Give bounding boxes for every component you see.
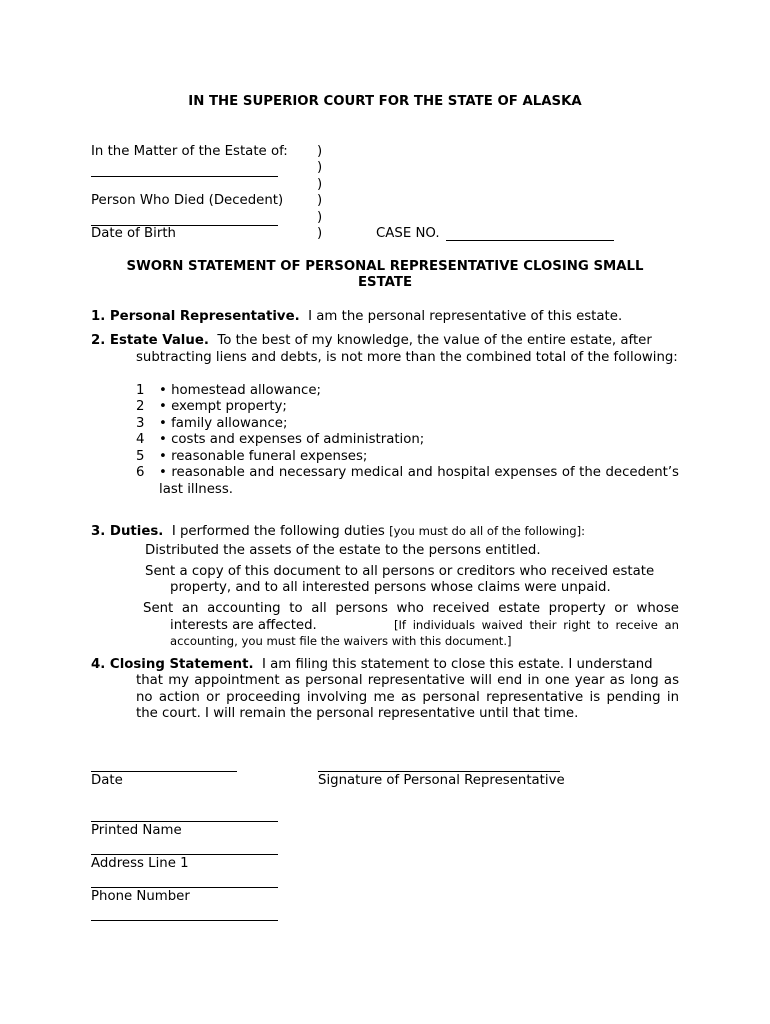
section1-text: I am the personal representative of this estate. <box>308 309 623 324</box>
case-no-line <box>446 240 614 241</box>
document-title-line1: SWORN STATEMENT OF PERSONAL REPRESENTATIVE CLOSING SMALL <box>126 259 644 274</box>
list-item-text: • family allowance; <box>159 416 288 431</box>
address-label: Address Line 1 <box>91 856 189 871</box>
matter-label: In the Matter of the Estate of: <box>91 144 288 159</box>
case-no-label: CASE NO. <box>376 226 440 241</box>
date-line <box>91 771 237 772</box>
duty-accounting-line2 <box>170 617 679 635</box>
list-item-number: 1 <box>136 383 145 398</box>
section4-first-line <box>91 657 679 674</box>
section3-text: I performed the following duties <box>171 524 385 539</box>
section4-heading: 4. Closing Statement. <box>91 657 254 672</box>
phone-entry-line <box>91 920 278 921</box>
section3-note: [you must do all of the following]: <box>389 524 585 538</box>
decedent-label: Person Who Died (Decedent) <box>91 193 284 208</box>
signature-label: Signature of Personal Representative <box>318 773 565 788</box>
section-personal-representative <box>91 309 622 326</box>
document-title-line2: ESTATE <box>357 275 413 290</box>
caption-paren-2: ) <box>317 160 323 175</box>
section2-heading: 2. Estate Value. <box>91 333 209 348</box>
phone-line <box>91 887 278 888</box>
list-item-number: 2 <box>136 399 145 414</box>
decedent-name-line <box>91 176 278 177</box>
date-label: Date <box>91 773 123 788</box>
duty-accounting-affected: interests are affected. <box>170 618 317 633</box>
duty-sent-copy-line1: Sent a copy of this document to all persons or creditors who received estate <box>145 564 655 579</box>
duty-accounting-note2: accounting, you must file the waivers with this document.] <box>170 634 512 648</box>
list-item-text: • homestead allowance; <box>159 383 321 398</box>
caption-paren-3: ) <box>317 177 323 192</box>
section2-first-line <box>91 333 679 350</box>
section1-heading: 1. Personal Representative. <box>91 309 300 324</box>
phone-label: Phone Number <box>91 889 190 904</box>
duty-accounting-line1: Sent an accounting to all persons who received estate property or whose <box>143 601 679 616</box>
section-duties <box>91 523 585 541</box>
duty-sent-copy-line2: property, and to all interested persons whose claims were unpaid. <box>170 580 611 595</box>
list-item-text: • reasonable and necessary medical and hospital expenses of the decedent’s last illness. <box>159 465 679 497</box>
signature-line <box>318 771 560 772</box>
duty-accounting-note1: [If individuals waived their right to receive an <box>393 618 679 632</box>
caption-paren-5: ) <box>317 210 323 225</box>
printed-name-label: Printed Name <box>91 823 182 838</box>
list-item-number: 3 <box>136 416 145 431</box>
section4-text-line1: I am filing this statement to close this estate. I understand <box>261 657 653 672</box>
list-item-number: 4 <box>136 432 145 447</box>
section4-text-rest: that my appointment as personal representative will end in one year as long as no action or proceeding involving me as personal representative is pending in the court. I will remain the personal representative until that time. <box>136 673 679 721</box>
section3-heading: 3. Duties. <box>91 524 164 539</box>
list-item-text: • exempt property; <box>159 399 287 414</box>
address-line <box>91 854 278 855</box>
caption-paren-4: ) <box>317 193 323 208</box>
list-item-text: • reasonable funeral expenses; <box>159 449 368 464</box>
list-item-text: • costs and expenses of administration; <box>159 432 425 447</box>
duty-distributed: Distributed the assets of the estate to the persons entitled. <box>145 543 541 558</box>
dob-label: Date of Birth <box>91 226 176 241</box>
caption-paren-1: ) <box>317 144 323 159</box>
list-item-number: 6 <box>136 465 145 480</box>
section2-text-rest: subtracting liens and debts, is not more than the combined total of the following: <box>136 350 678 365</box>
printed-name-line <box>91 821 278 822</box>
section2-text-line1: To the best of my knowledge, the value of the entire estate, after <box>217 333 652 348</box>
list-item-number: 5 <box>136 449 145 464</box>
court-title: IN THE SUPERIOR COURT FOR THE STATE OF ALASKA <box>188 94 582 109</box>
caption-paren-6: ) <box>317 226 323 241</box>
